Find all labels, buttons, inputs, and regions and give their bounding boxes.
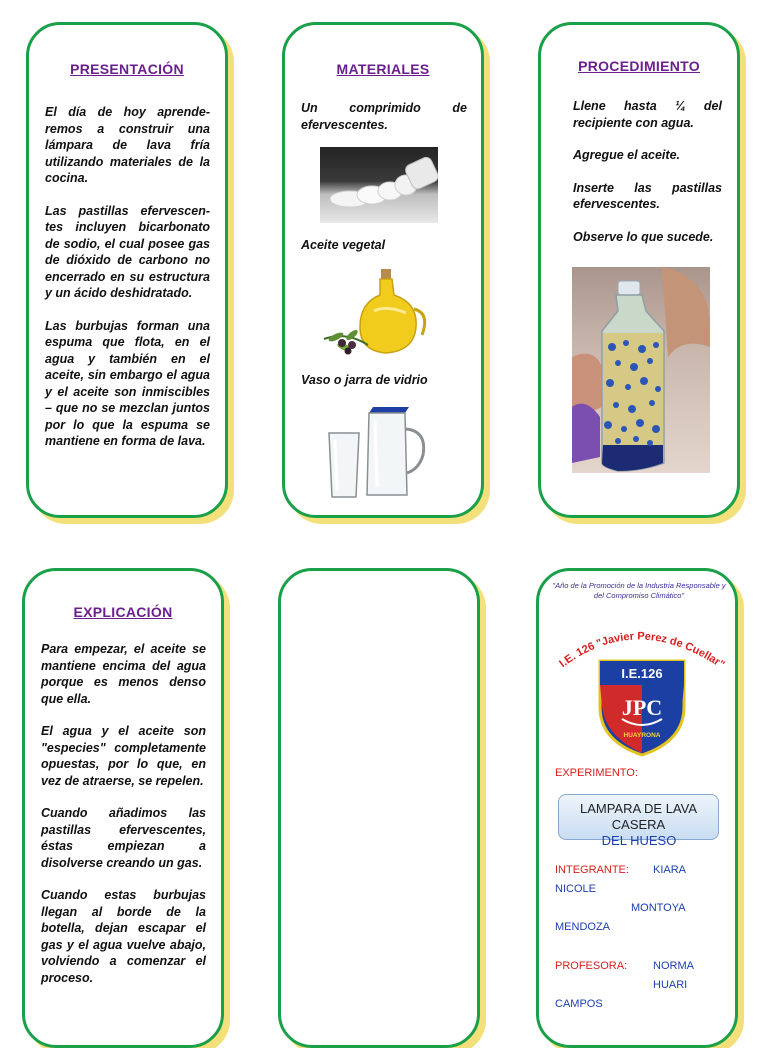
integrante-block: INTEGRANTE: KIARA NICOLE MONTOYA MENDOZA: [555, 861, 725, 937]
integrante-label: INTEGRANTE: [555, 864, 626, 876]
motto-text: "Año de la Promoción de la Industria Responsable y del Compromiso Climático": [552, 581, 726, 600]
procedimiento-step: Llene hasta ¼ del recipiente con agua.: [573, 99, 722, 130]
explicacion-paragraph: Cuando estas burbujas llegan al borde de la botella, dejan escapar el gas y el agua vuelve abajo, volviendo a comenzar el proceso.: [41, 888, 206, 985]
oil-photo: [322, 265, 436, 359]
profesora-name: CAMPOS: [555, 998, 603, 1010]
integrante-name: MONTOYA: [631, 902, 686, 914]
material-item-tablet: Un comprimido de efervescentes.: [301, 101, 467, 132]
panel-presentacion: [26, 22, 228, 518]
procedimiento-step: Inserte las pastillas efervescentes.: [573, 180, 722, 211]
procedimiento-step: Agregue el aceite.: [573, 148, 680, 162]
material-item-glass: Vaso o jarra de vidrio: [301, 373, 428, 387]
profesora-label: PROFESORA: [555, 960, 625, 972]
experimento-label: EXPERIMENTO: [555, 767, 635, 779]
integrante-name: MENDOZA: [555, 921, 610, 933]
tablets-photo: [320, 147, 438, 223]
experimento-subtitle: DEL HUESO: [601, 833, 677, 848]
panel-procedimiento: [538, 22, 740, 518]
profesora-name: NORMA: [653, 960, 694, 972]
crest-letters: JPC: [621, 695, 663, 720]
experimento-row: EXPERIMENTO:: [555, 767, 638, 779]
school-crest-logo: [596, 657, 688, 757]
presentacion-paragraph: El día de hoy aprende-remos a construir una lámpara de lava fría utilizando materiales de la cocina.: [45, 105, 210, 185]
explicacion-paragraph: Cuando añadimos las pastillas efervescentes, éstas empiezan a disolverse creando un gas.: [41, 806, 206, 870]
experimento-title: LAMPARA DE LAVA CASERA: [579, 801, 698, 832]
school-name-arc-text: I.E. 126 "Javier Perez de Cuellar": [557, 630, 727, 672]
presentacion-paragraph: Las burbujas forman una espuma que flota, en el agua y también en el aceite, sin embargo el agua y el aceite son inmiscibles – que no se mezclan juntos por lo que la espuma se mantiene en forma de lava.: [45, 318, 210, 448]
panel-cover: [536, 568, 738, 1048]
presentacion-title: PRESENTACIÓN: [70, 61, 184, 77]
material-item-oil: Aceite vegetal: [301, 238, 386, 252]
panel-explicacion: [22, 568, 224, 1048]
integrante-name: NICOLE: [555, 883, 596, 895]
procedimiento-step: Observe lo que sucede.: [573, 229, 714, 244]
procedimiento-title: PROCEDIMIENTO: [578, 58, 700, 74]
crest-title: I.E.126: [621, 666, 663, 681]
materiales-title: MATERIALES: [336, 61, 430, 77]
panel-materiales: [282, 22, 484, 518]
panel-empty: [278, 568, 480, 1048]
lava-bottle-photo: [572, 267, 710, 473]
profesora-block: PROFESORA: NORMA HUARI CAMPOS: [555, 957, 725, 1014]
explicacion-paragraph: El agua y el aceite son "especies" completamente opuestas, por lo que, en vez de atraerse, se repelen.: [41, 724, 206, 788]
presentacion-paragraph: Las pastillas efervescen-tes incluyen bicarbonato de sodio, el cual posee gas de dióxido de carbono no encerrado en su estructura y un ácido deshidratado.: [45, 203, 210, 300]
integrante-name: KIARA: [653, 864, 687, 876]
glass-jug-photo: [323, 403, 435, 501]
explicacion-paragraph: Para empezar, el aceite se mantiene encima del agua porque es menos denso que ella.: [41, 642, 206, 706]
crest-place: HUAYRONA: [623, 732, 661, 739]
profesora-name: HUARI: [653, 979, 688, 991]
explicacion-title: EXPLICACIÓN: [73, 604, 173, 620]
